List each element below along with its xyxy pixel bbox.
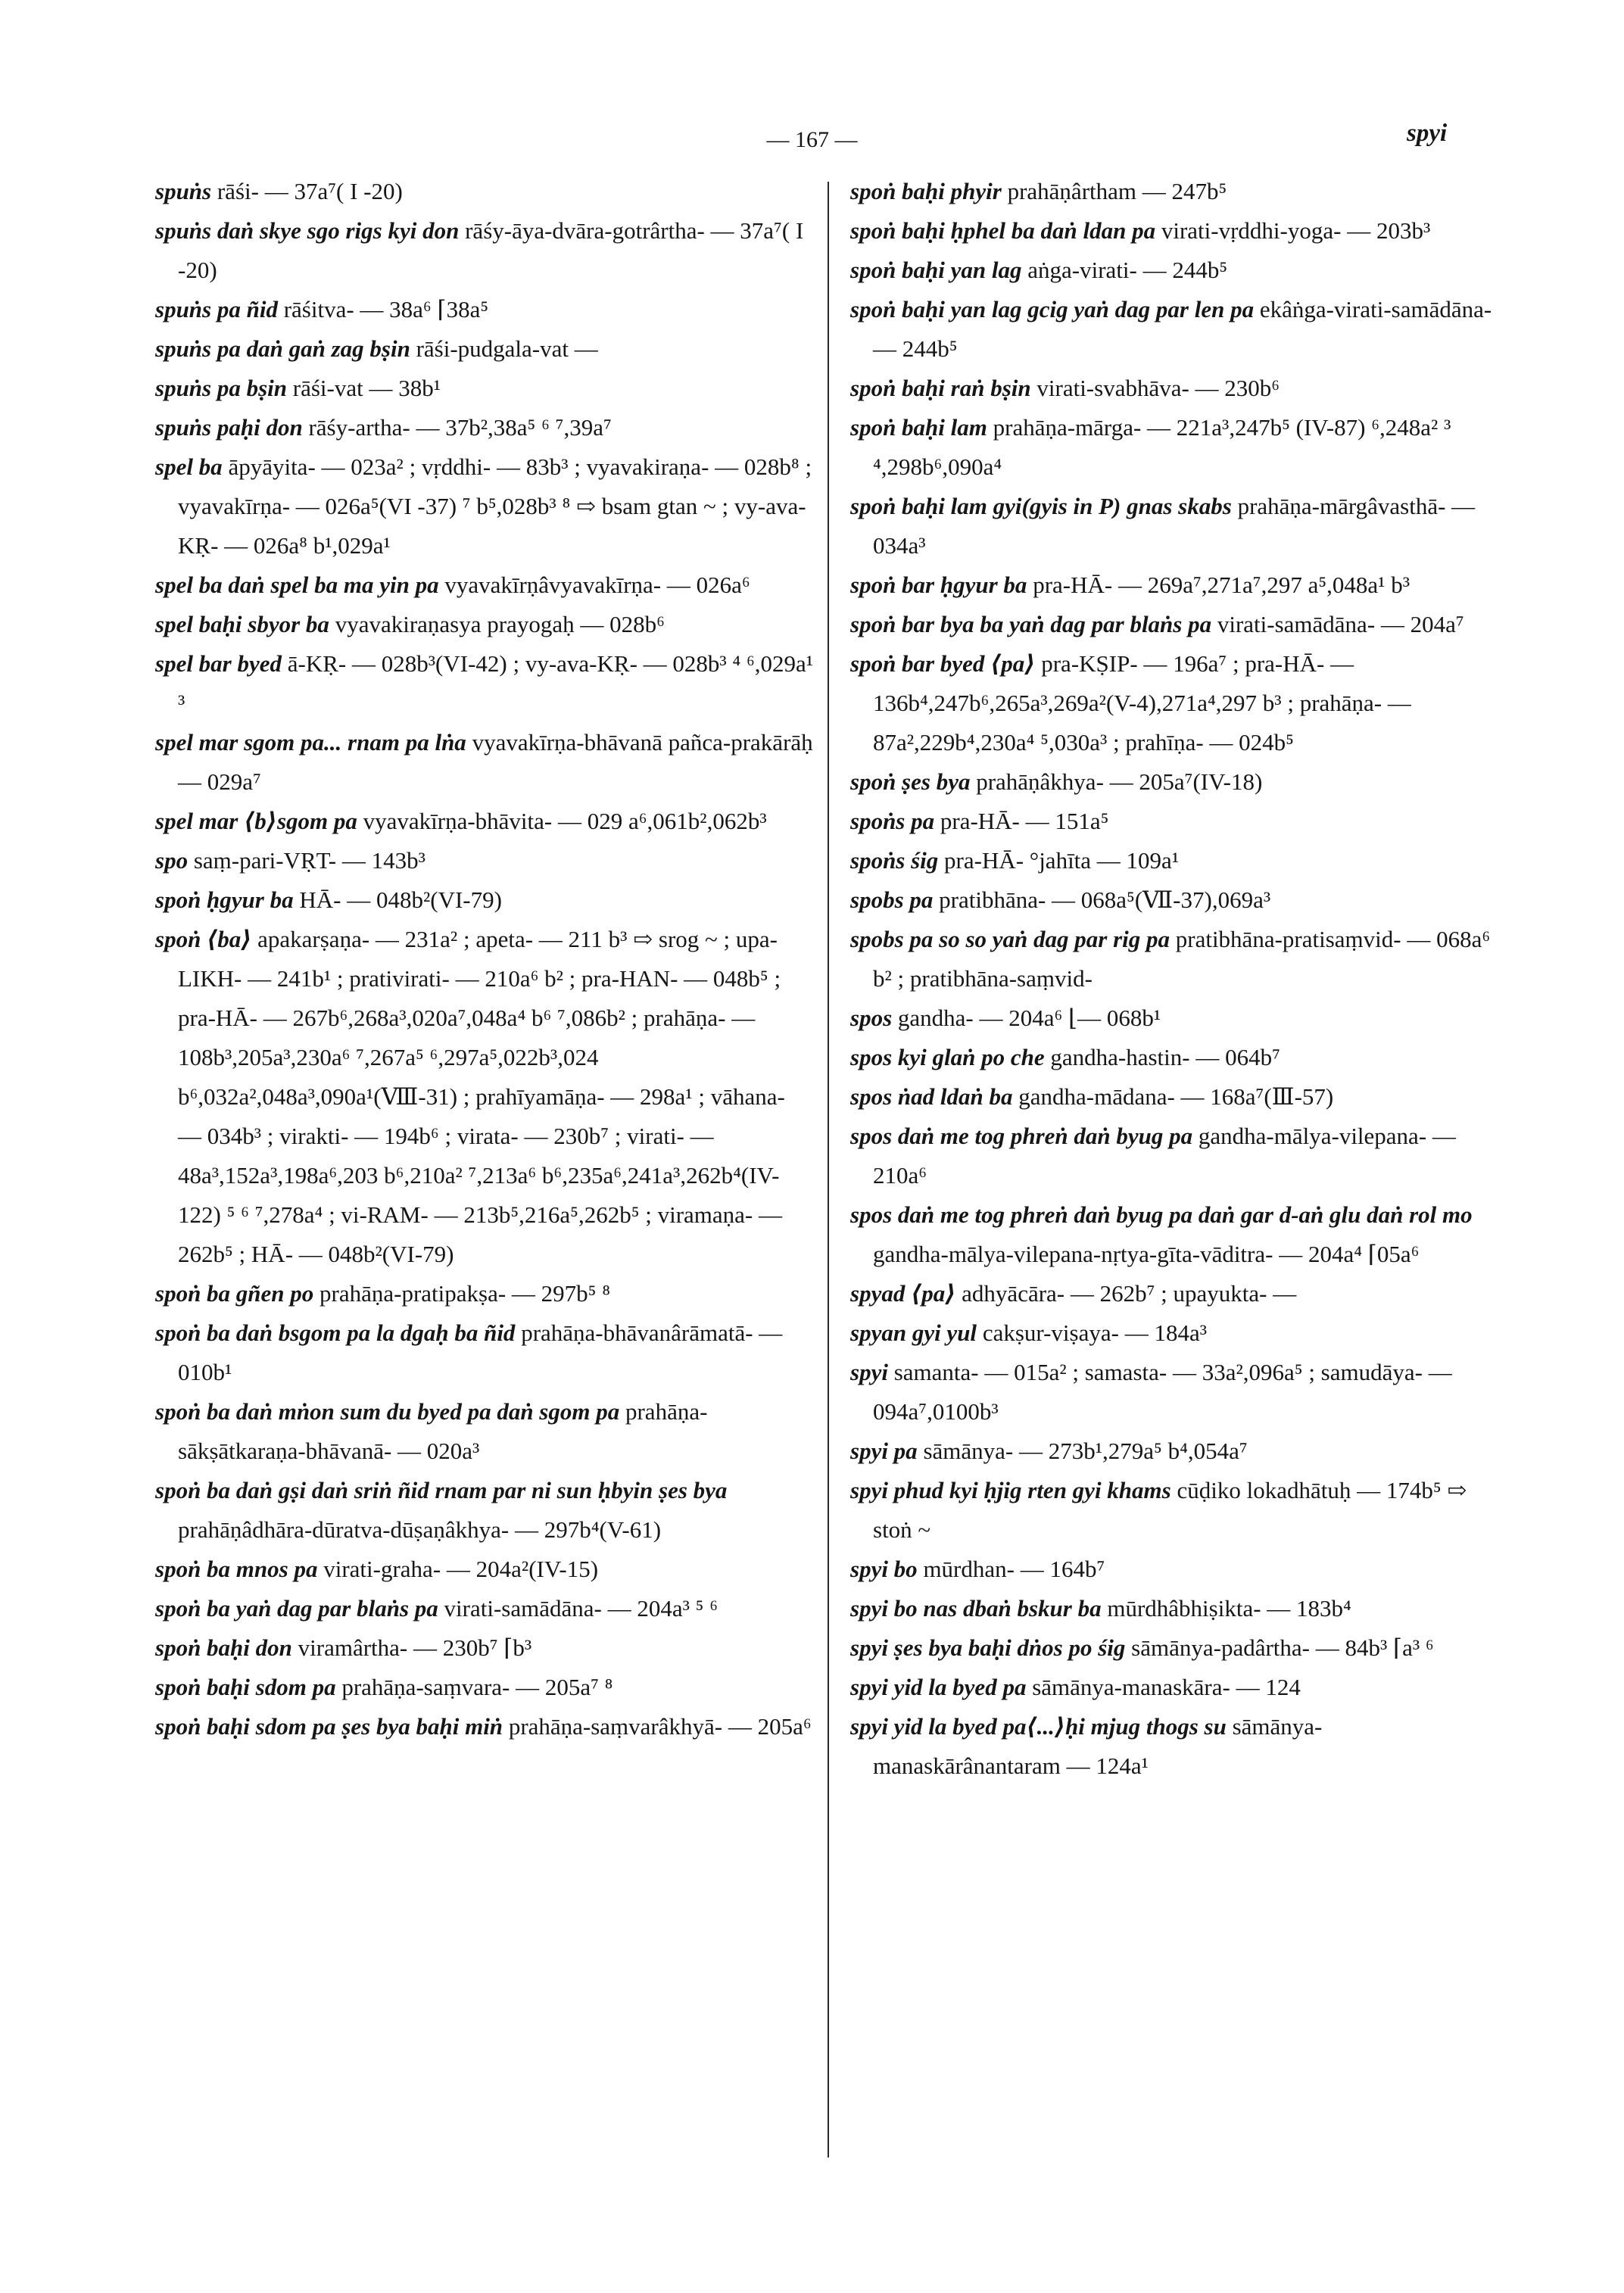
entry-definition: virati-samādāna- — 204a⁷ [1217,611,1464,637]
entry-headword: spoṅ baḥi yan lag gcig yaṅ dag par len pa [850,296,1255,322]
entry-headword: spuṅs daṅ skye sgo rigs kyi don [155,217,460,244]
dictionary-entry [850,369,1501,408]
dictionary-entry [155,1392,814,1471]
dictionary-entry [850,1274,1501,1313]
entry-definition: pra-HĀ- — 151a⁵ [940,808,1109,834]
entry-headword: spyi bo [850,1556,918,1582]
entry-headword: spoṅ baḥi sdom pa [155,1674,336,1700]
dictionary-entry [850,644,1501,762]
entry-definition: mūrdhâbhiṣikta- — 183b⁴ [1107,1595,1351,1622]
dictionary-entry [850,290,1501,369]
entry-definition: sāmānya-manaskāra- — 124 [1032,1674,1301,1700]
entry-headword: spoṅ ba yaṅ dag par blaṅs pa [155,1595,438,1622]
entry-headword: spel mar ⟨b⟩sgom pa [155,808,357,834]
entry-definition: sāmānya- — 273b¹,279a⁵ b⁴,054a⁷ [923,1438,1248,1464]
entry-definition: rāśy-artha- — 37b²,38a⁵ ⁶ ⁷,39a⁷ [308,414,612,441]
entry-headword: spel baḥi sbyor ba [155,611,329,637]
entry-headword: spos ṅad ldaṅ ba [850,1083,1013,1110]
dictionary-entry [850,999,1501,1038]
dictionary-entry [155,1274,814,1313]
dictionary-entry [155,211,814,290]
entry-definition: vyavakīrṇâvyavakīrṇa- — 026a⁶ [444,572,750,598]
entry-definition: vyavakīrṇa-bhāvita- — 029 a⁶,061b²,062b³ [363,808,767,834]
entry-headword: spoṅ baḥi lam gyi(gyis in P) gnas skabs [850,493,1232,519]
entry-definition: rāśi- — 37a⁷( I -20) [217,178,403,204]
dictionary-entry [850,605,1501,644]
entry-headword: spoṅ ba daṅ bsgom pa la dgaḥ ba ñid [155,1319,516,1346]
dictionary-entry [850,251,1501,290]
entry-definition: prahāṇâdhāra-dūratva-dūṣaṇâkhya- — 297b⁴(V-61) [178,1516,662,1543]
dictionary-entry [155,841,814,880]
entry-definition: virati-samādāna- — 204a³ ⁵ ⁶ [444,1595,718,1622]
entry-definition: pratibhāna-pratisaṃvid- — 068a⁶ b² ; pratibhāna-saṃvid- [873,926,1491,992]
entry-definition: vyavakiraṇasya prayogaḥ — 028b⁶ [335,611,665,637]
dictionary-entry [850,1432,1501,1471]
dictionary-entry [850,408,1501,487]
dictionary-entry [850,1195,1501,1274]
entry-definition: prahāṇârtham — 247b⁵ [1007,178,1227,204]
dictionary-entry [850,1353,1501,1432]
entry-headword: spel mar sgom pa... rnam pa lṅa [155,729,466,756]
dictionary-entry [850,1117,1501,1195]
dictionary-entry [850,802,1501,841]
entry-headword: spuṅs [155,178,212,204]
entry-headword: spuṅs paḥi don [155,414,303,441]
entry-definition: āpyāyita- — 023a² ; vṛddhi- — 83b³ ; vyavakiraṇa- — 028b⁸ ; vyavakīrṇa- — 026a⁵(VI -37) ⁷ b⁵,028b³ ⁸ ⇨ bsam gtan ~ ; vy-ava-KṚ- — 026a⁸ b¹,029a¹ [178,453,812,559]
entry-definition: prahāṇa-saṃvara- — 205a⁷ ⁸ [341,1674,613,1700]
dictionary-entry [155,447,814,565]
dictionary-entry [850,1589,1501,1628]
entry-definition: pra-KṢIP- — 196a⁷ ; pra-HĀ- — 136b⁴,247b⁶,265a³,269a²(V-4),271a⁴,297 b³ ; prahāṇa- — 87a²,229b⁴,230a⁴ ⁵,030a³ ; prahīṇa- — 024b⁵ [873,650,1411,756]
dictionary-entry [155,1628,814,1668]
entry-headword: spyi yid la byed pa⟨...⟩ḥi mjug thogs su [850,1713,1227,1740]
dictionary-entry [850,920,1501,999]
running-head: spyi [1407,120,1448,147]
entry-headword: spobs pa [850,886,934,913]
entry-headword: spuṅs pa bṣin [155,375,288,401]
dictionary-entry [850,841,1501,880]
dictionary-entry [155,369,814,408]
entry-headword: spoṅ ḥgyur ba [155,886,294,913]
entry-headword: spos kyi glaṅ po che [850,1044,1045,1070]
dictionary-entry [850,565,1501,605]
entry-headword: spyi [850,1359,888,1385]
dictionary-entry [850,487,1501,565]
entry-headword: spoṅ baḥi raṅ bṣin [850,375,1031,401]
dictionary-entry [850,1628,1501,1668]
entry-headword: spo [155,847,189,874]
entry-definition: rāśi-pudgala-vat — [416,335,598,362]
entry-headword: spos [850,1005,893,1031]
entry-headword: spoṅ bar ḥgyur ba [850,572,1027,598]
dictionary-entry [155,880,814,920]
entry-definition: rāśitva- — 38a⁶ ⌈38a⁵ [283,296,489,322]
entry-headword: spoṅ ṣes bya [850,768,971,795]
entry-headword: spoṅs śig [850,847,939,874]
dictionary-entry [155,408,814,447]
entry-headword: spyan gyi yul [850,1319,977,1346]
entry-definition: samanta- — 015a² ; samasta- — 33a²,096a⁵ ; samudāya- — 094a⁷,0100b³ [873,1359,1452,1425]
dictionary-entry [155,920,814,1274]
entry-headword: spel ba [155,453,223,480]
entry-headword: spoṅ baḥi phyir [850,178,1002,204]
entry-definition: prahāṇâkhya- — 205a⁷(IV-18) [976,768,1263,795]
entry-definition: cakṣur-viṣaya- — 184a³ [982,1319,1207,1346]
dictionary-entry [850,1471,1501,1550]
dictionary-entry [155,802,814,841]
entry-definition: ā-KṚ- — 028b³(VI-42) ; vy-ava-KṚ- — 028b³ ⁴ ⁶,029a¹ ³ [178,650,814,716]
entry-headword: spoṅs pa [850,808,935,834]
page-number: — 167 — [766,127,858,152]
entry-definition: prahāṇa-mārga- — 221a³,247b⁵ (IV-87) ⁶,248a² ³ ⁴,298b⁶,090a⁴ [873,414,1451,480]
entry-definition: pratibhāna- — 068a⁵(Ⅶ-37),069a³ [939,886,1271,913]
dictionary-entry [850,880,1501,920]
entry-definition: pra-HĀ- °jahīta — 109a¹ [944,847,1180,874]
entry-headword: spyad ⟨pa⟩ [850,1280,956,1307]
dictionary-entry [155,644,814,723]
entry-headword: spoṅ ⟨ba⟩ [155,926,252,952]
dictionary-entry [850,172,1501,211]
entry-definition: cūḍiko lokadhātuḥ — 174b⁵ ⇨ stoṅ ~ [873,1477,1467,1543]
entry-definition: prahāṇa-sākṣātkaraṇa-bhāvanā- — 020a³ [178,1398,708,1464]
entry-headword: spyi phud kyi ḥjig rten gyi khams [850,1477,1171,1503]
entry-definition: virati-vṛddhi-yoga- — 203b³ [1161,217,1431,244]
dictionary-entry [155,565,814,605]
entry-headword: spoṅ baḥi lam [850,414,987,441]
entry-definition: HĀ- — 048b²(VI-79) [299,886,502,913]
entry-headword: spos daṅ me tog phreṅ daṅ byug pa daṅ gar d-aṅ glu daṅ rol mo [850,1201,1473,1228]
dictionary-entry [155,1668,814,1707]
entry-definition: apakarṣaṇa- — 231a² ; apeta- — 211 b³ ⇨ srog ~ ; upa-LIKH- — 241b¹ ; prativirati- — 210a⁶ b² ; pra-HAN- — 048b⁵ ; pra-HĀ- — 267b⁶,268a³,020a⁷,048a⁴ b⁶ ⁷,086b² ; prahāṇa- — 108b³,205a³,230a⁶ ⁷,267a⁵ ⁶,297a⁵,022b³,024 b⁶,032a²,048a³,090a¹(Ⅷ-31) ; prahīyamāṇa- — 298a¹ ; vāhana- — 034b³ ; virakti- — 194b⁶ ; virata- — 230b⁷ ; virati- — 48a³,152a³,198a⁶,203 b⁶,210a² ⁷,213a⁶ b⁶,235a⁶,241a³,262b⁴(IV-122) ⁵ ⁶ ⁷,278a⁴ ; vi-RAM- — 213b⁵,216a⁵,262b⁵ ; viramaṇa- — 262b⁵ ; HĀ- — 048b²(VI-79) [178,926,785,1267]
entry-definition: virati-svabhāva- — 230b⁶ [1036,375,1280,401]
entry-headword: spoṅ baḥi ḥphel ba daṅ ldan pa [850,217,1156,244]
entry-headword: spoṅ ba mnos pa [155,1556,318,1582]
dictionary-entry [155,1707,814,1746]
entry-headword: spyi ṣes bya baḥi dṅos po śig [850,1634,1126,1661]
entry-definition: prahāṇa-bhāvanârāmatā- — 010b¹ [178,1319,783,1385]
entry-headword: spyi pa [850,1438,918,1464]
entry-headword: spoṅ baḥi yan lag [850,257,1022,283]
entry-definition: gandha-hastin- — 064b⁷ [1050,1044,1280,1070]
left-column [155,172,814,1746]
dictionary-entry [155,290,814,329]
dictionary-entry [850,1550,1501,1589]
entry-headword: spel bar byed [155,650,282,677]
entry-headword: spoṅ baḥi don [155,1634,292,1661]
dictionary-entry [850,762,1501,802]
entry-definition: aṅga-virati- — 244b⁵ [1027,257,1228,283]
dictionary-entry [155,172,814,211]
entry-headword: spel ba daṅ spel ba ma yin pa [155,572,439,598]
entry-definition: virati-graha- — 204a²(IV-15) [323,1556,599,1582]
column-divider [828,182,829,2157]
entry-definition: saṃ-pari-VṚT- — 143b³ [193,847,425,874]
entry-definition: mūrdhan- — 164b⁷ [923,1556,1105,1582]
dictionary-entry [155,1589,814,1628]
entry-definition: viramârtha- — 230b⁷ ⌈b³ [298,1634,532,1661]
entry-headword: spoṅ ba daṅ gṣi daṅ sriṅ ñid rnam par ni sun ḥbyin ṣes bya [155,1477,728,1503]
entry-definition: vyavakīrṇa-bhāvanā pañca-prakārāḥ — 029a⁷ [178,729,813,795]
entry-definition: gandha- — 204a⁶ ⌊— 068b¹ [897,1005,1161,1031]
dictionary-entry [850,1313,1501,1353]
entry-definition: gandha-mālya-vilepana-nṛtya-gīta-vāditra- — 204a⁴ ⌈05a⁶ [873,1241,1420,1267]
dictionary-entry [155,605,814,644]
dictionary-entry [850,1077,1501,1117]
entry-headword: spyi yid la byed pa [850,1674,1027,1700]
entry-definition: prahāṇa-pratipakṣa- — 297b⁵ ⁸ [320,1280,611,1307]
entry-headword: spoṅ baḥi sdom pa ṣes bya baḥi miṅ [155,1713,503,1740]
entry-definition: prahāṇa-mārgâvasthā- — 034a³ [873,493,1476,559]
dictionary-entry [850,1038,1501,1077]
entry-headword: spoṅ ba daṅ mṅon sum du byed pa daṅ sgom pa [155,1398,620,1425]
entry-headword: spos daṅ me tog phreṅ daṅ byug pa [850,1123,1193,1149]
entry-headword: spuṅs pa daṅ gaṅ zag bṣin [155,335,410,362]
entry-definition: gandha-mādana- — 168a⁷(Ⅲ-57) [1018,1083,1334,1110]
entry-definition: rāśi-vat — 38b¹ [292,375,441,401]
entry-definition: sāmānya-manaskārânantaram — 124a¹ [873,1713,1323,1779]
entry-definition: adhyācāra- — 262b⁷ ; upayukta- — [962,1280,1297,1307]
entry-definition: ekâṅga-virati-samādāna- — 244b⁵ [873,296,1492,362]
dictionary-entry [850,1707,1501,1786]
entry-definition: prahāṇa-saṃvarâkhyā- — 205a⁶ [508,1713,812,1740]
entry-definition: sāmānya-padârtha- — 84b³ ⌈a³ ⁶ [1131,1634,1434,1661]
dictionary-entry [155,329,814,369]
dictionary-entry [155,1313,814,1392]
dictionary-entry [155,1550,814,1589]
entry-definition: gandha-mālya-vilepana- — 210a⁶ [873,1123,1456,1189]
entry-definition: rāśy-āya-dvāra-gotrârtha- — 37a⁷( I -20) [178,217,804,283]
entry-headword: spoṅ bar byed ⟨pa⟩ [850,650,1036,677]
dictionary-entry [155,723,814,802]
entry-definition: pra-HĀ- — 269a⁷,271a⁷,297 a⁵,048a¹ b³ [1033,572,1410,598]
entry-headword: spyi bo nas dbaṅ bskur ba [850,1595,1102,1622]
entry-headword: spobs pa so so yaṅ dag par rig pa [850,926,1170,952]
dictionary-entry [155,1471,814,1550]
right-column [850,172,1501,1786]
dictionary-entry [850,1668,1501,1707]
dictionary-entry [850,211,1501,251]
entry-headword: spoṅ ba gñen po [155,1280,314,1307]
entry-headword: spoṅ bar bya ba yaṅ dag par blaṅs pa [850,611,1212,637]
entry-headword: spuṅs pa ñid [155,296,278,322]
